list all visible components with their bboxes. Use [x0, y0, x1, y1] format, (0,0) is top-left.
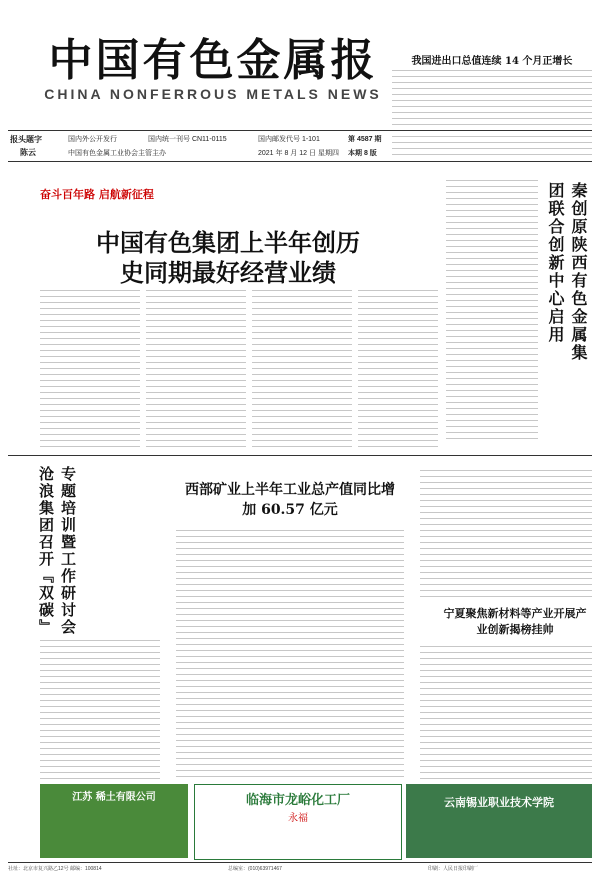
lead-body-col-1: [40, 290, 140, 450]
publish-info: 国内外公开发行: [68, 136, 117, 143]
footer-printer: 印刷：人民日报印刷厂: [428, 866, 479, 872]
right-vertical-title: 秦创原陕西有色金属集团联合创新中心启用: [546, 182, 588, 362]
left-article-body: [40, 640, 160, 780]
right-article-body-2: [420, 646, 592, 780]
weekday: 星期四: [318, 150, 339, 157]
middle-article-body: [176, 530, 404, 780]
footer-phone: 总编室：(010)63971467: [228, 866, 282, 872]
edition-count: 本期 8 版: [348, 150, 377, 157]
left-vertical-title-line1: 专题培训暨工作研讨会: [59, 466, 77, 636]
calligraphy-name: 陈云: [20, 148, 36, 157]
calligraphy-label: 报头题字: [10, 135, 42, 144]
section-divider: [8, 455, 592, 456]
lead-body-col-3: [252, 290, 352, 450]
top-right-headline: 我国进出口总值连续 14 个月正增长: [411, 56, 573, 67]
lead-body-col-4: [358, 290, 438, 450]
lead-body-col-2: [146, 290, 246, 450]
ad-jiangsu-title: 江苏 稀土有限公司: [72, 792, 156, 803]
ad-jiangsu: [40, 784, 188, 858]
info-bar: [8, 130, 592, 162]
publish-date: 2021 年 8 月 12 日: [258, 150, 316, 157]
right-vertical-body: [446, 180, 538, 442]
issue-number: 第 4587 期: [348, 136, 382, 143]
masthead-english-title: CHINA NONFERROUS METALS NEWS: [44, 86, 382, 102]
left-vertical-title-line2: 沧浪集团召开『双碳』: [37, 466, 55, 636]
lead-title: 中国有色集团上半年创历史同期最好经营业绩: [96, 228, 360, 287]
sponsor: 中国有色金属工业协会主管主办: [68, 150, 166, 157]
footer: [8, 862, 592, 873]
ad-linhai-brand: 永福: [288, 813, 308, 824]
footer-address: 社址：北京市复兴路乙12号 邮编：100814: [8, 866, 102, 872]
middle-article-title: 西部矿业上半年工业总产值同比增加 60.57 亿元: [185, 482, 395, 518]
right-article-body: [420, 470, 592, 600]
masthead: [40, 10, 386, 110]
ad-yunnan: [406, 784, 592, 858]
ad-yunnan-title: 云南锡业职业技术学院: [444, 796, 554, 809]
right-article-title: 宁夏聚焦新材料等产业开展产业创新揭榜挂帅: [443, 607, 587, 636]
post-code: 国内邮发代号 1-101: [258, 136, 320, 143]
masthead-title: 中国有色金属报: [48, 35, 378, 86]
ad-linhai: [194, 784, 402, 860]
ad-linhai-title: 临海市龙峪化工厂: [245, 793, 350, 808]
slogan-logo: 奋斗百年路 启航新征程: [40, 188, 154, 201]
cn-number: 国内统一刊号 CN11-0115: [148, 136, 227, 143]
